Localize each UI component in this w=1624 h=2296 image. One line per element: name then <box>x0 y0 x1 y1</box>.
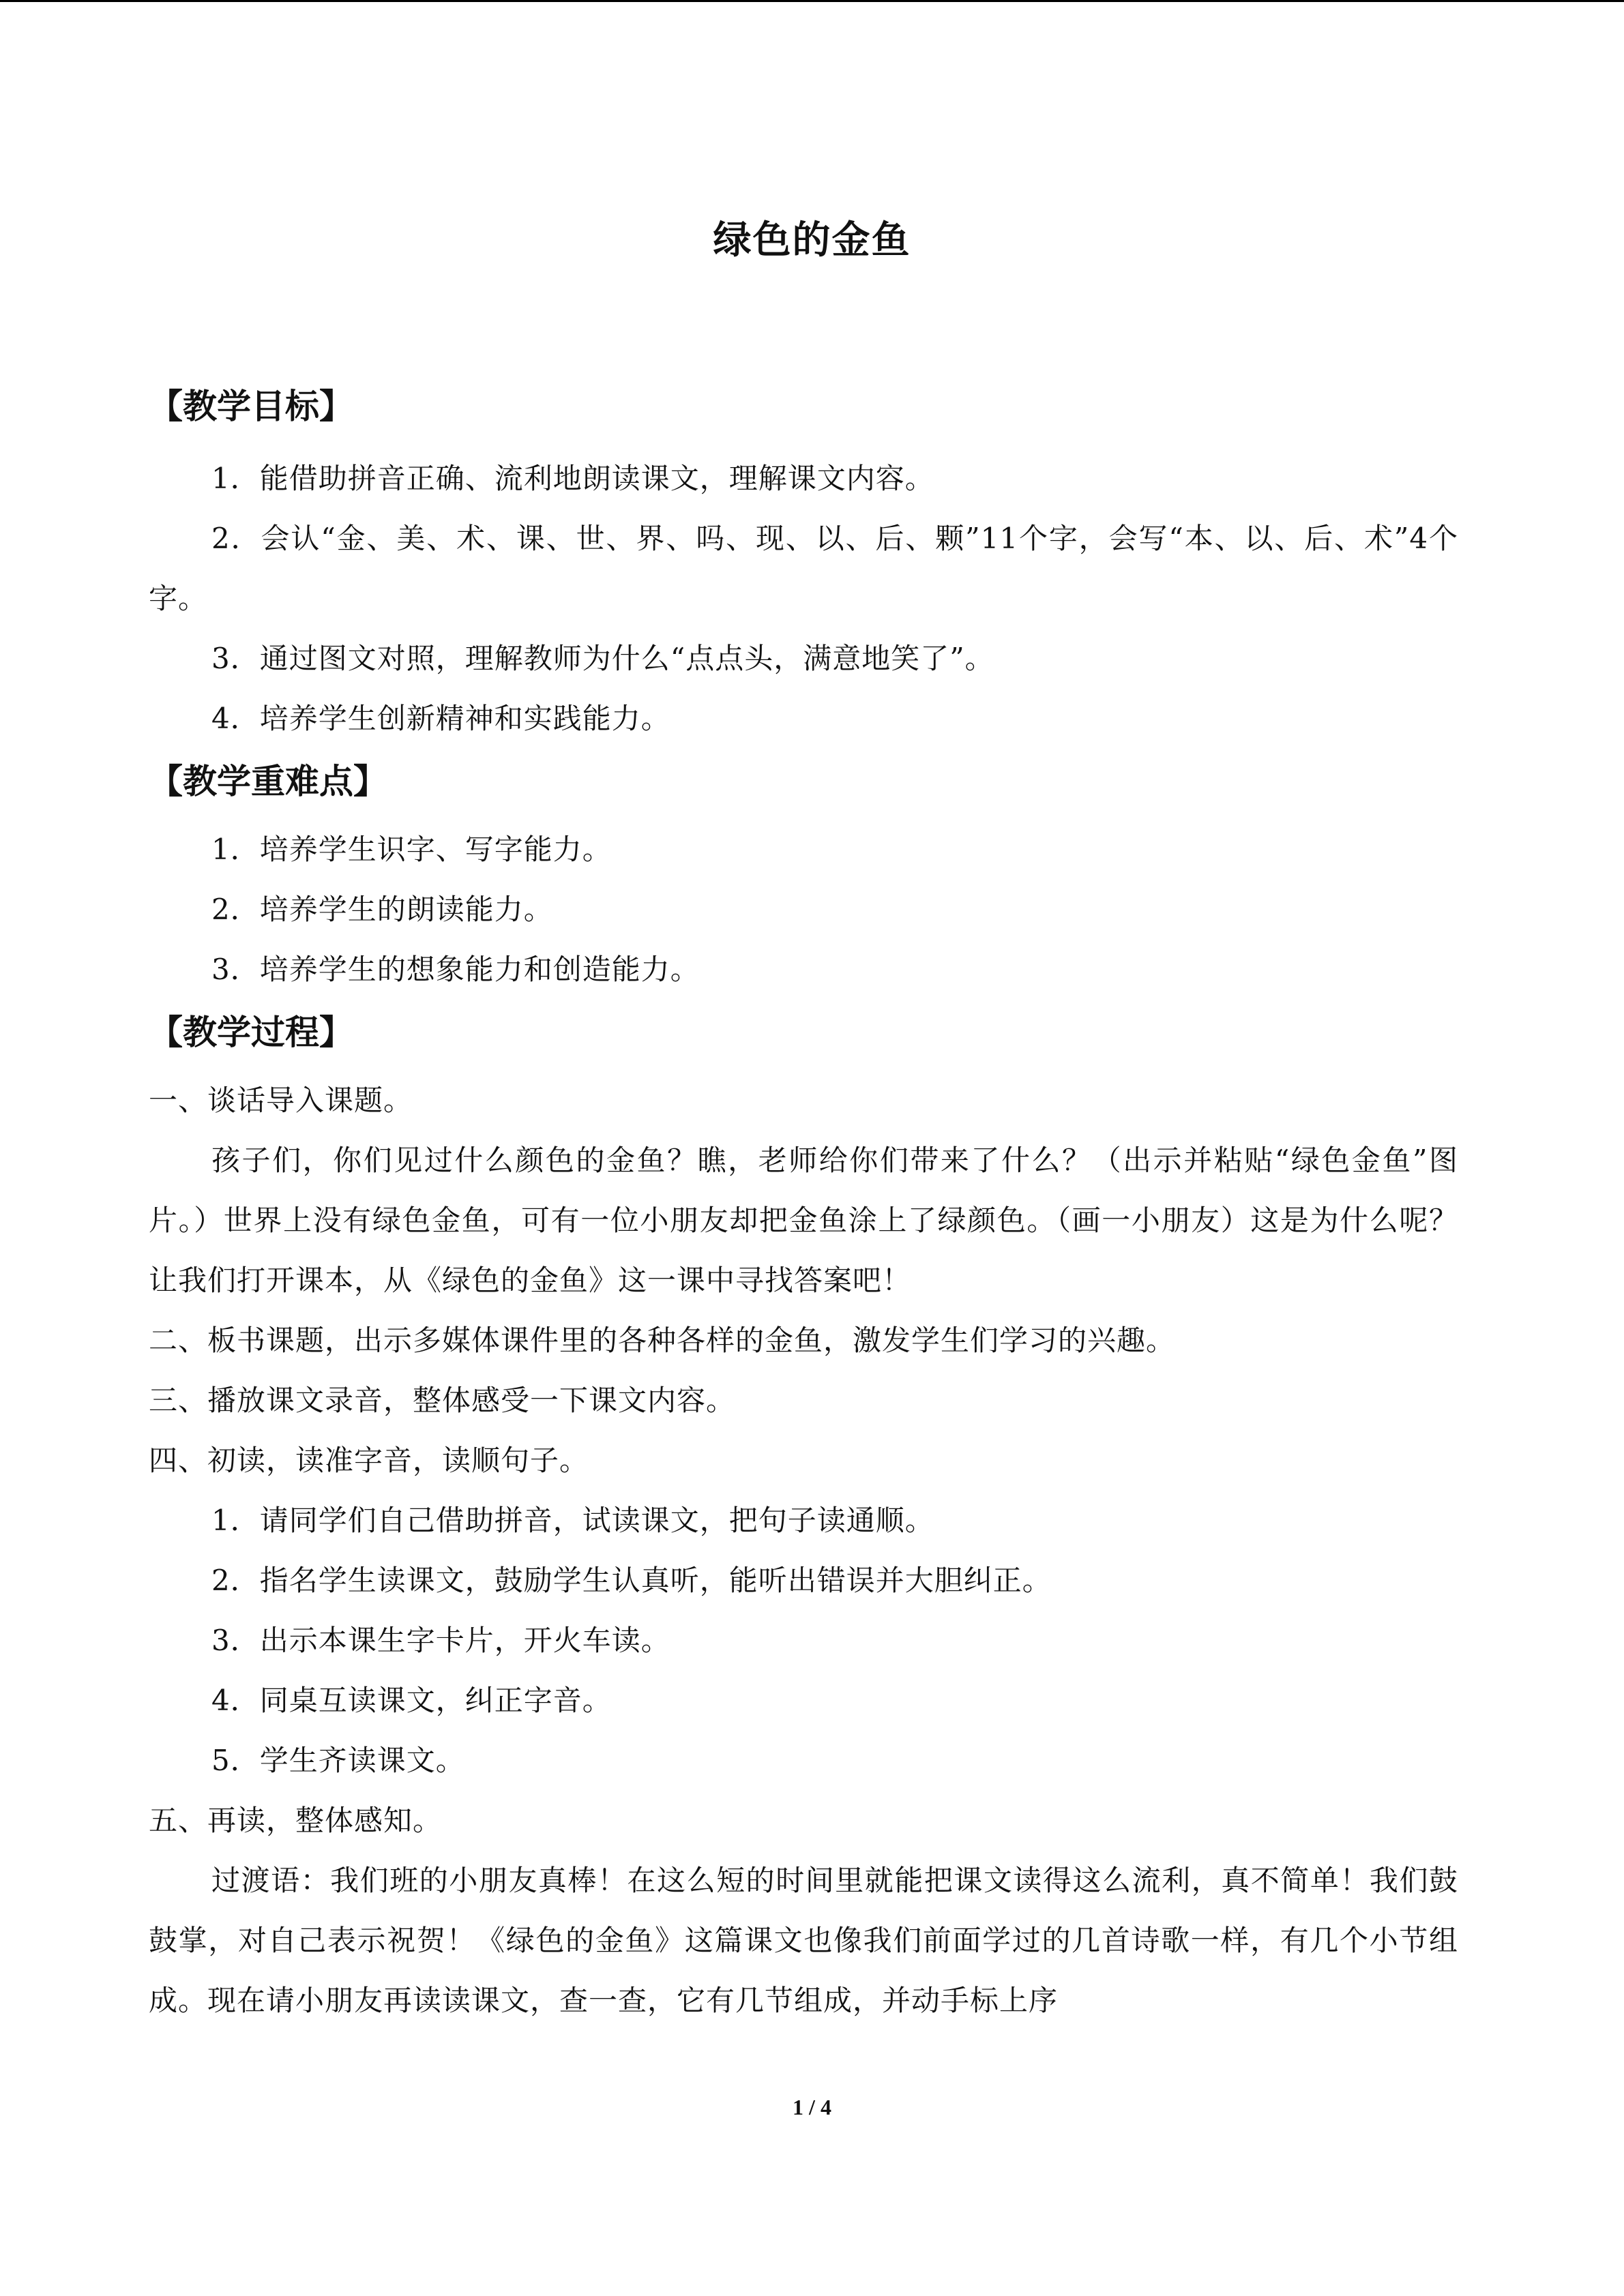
paragraph: 5．学生齐读课文。 <box>211 1744 465 1777</box>
paragraph: 2．指名学生读课文，鼓励学生认真听，能听出错误并大胆纠正。 <box>211 1564 1052 1597</box>
step-heading: 五、再读，整体感知。 <box>149 1804 443 1837</box>
paragraph: 4．培养学生创新精神和实践能力。 <box>211 702 670 735</box>
paragraph: 2．培养学生的朗读能力。 <box>211 893 553 926</box>
page-number: 1 / 4 <box>793 2095 831 2119</box>
document-body <box>149 382 1458 2031</box>
paragraph: 3．通过图文对照，理解教师为什么“点点头，满意地笑了”。 <box>211 642 994 675</box>
section-teaching-objectives <box>149 382 1458 749</box>
section-heading: 【教学目标】 <box>149 387 353 426</box>
step-heading: 三、播放课文录音，整体感受一下课文内容。 <box>149 1384 736 1417</box>
paragraph: 1．能借助拼音正确、流利地朗读课文，理解课文内容。 <box>211 462 934 495</box>
document-title: 绿色的金鱼 <box>713 218 911 263</box>
section-heading: 【教学重难点】 <box>149 762 387 801</box>
step-heading: 四、初读，读准字音，读顺句子。 <box>149 1444 589 1477</box>
section-teaching-process <box>149 1008 1458 2031</box>
paragraph: 孩子们，你们见过什么颜色的金鱼？瞧，老师给你们带来了什么？（出示并粘贴“绿色金鱼”图片。）世界上没有绿色金鱼，可有一位小朋友却把金鱼涂上了绿颜色。（画一小朋友）这是为什么呢？让我们打开课本，从《绿色的金鱼》这一课中寻找答案吧！ <box>149 1144 1458 1297</box>
section-heading: 【教学过程】 <box>149 1013 353 1052</box>
step-heading: 二、板书课题，出示多媒体课件里的各种各样的金鱼，激发学生们学习的兴趣。 <box>149 1324 1176 1357</box>
paragraph: 4．同桌互读课文，纠正字音。 <box>211 1684 612 1717</box>
paragraph: 3．培养学生的想象能力和创造能力。 <box>211 953 700 986</box>
paragraph: 3．出示本课生字卡片，开火车读。 <box>211 1624 670 1657</box>
paragraph: 1．请同学们自己借助拼音，试读课文，把句子读通顺。 <box>211 1504 934 1537</box>
paragraph: 1．培养学生识字、写字能力。 <box>211 833 612 866</box>
step-heading: 一、谈话导入课题。 <box>149 1084 413 1117</box>
paragraph: 2．会认“金、美、术、课、世、界、吗、现、以、后、颗”11个字，会写“本、以、后、术”4个字。 <box>149 522 1458 615</box>
section-key-difficulties <box>149 757 1458 1000</box>
paragraph: 过渡语：我们班的小朋友真棒！在这么短的时间里就能把课文读得这么流利，真不简单！我们鼓鼓掌，对自己表示祝贺！《绿色的金鱼》这篇课文也像我们前面学过的几首诗歌一样，有几个小节组成。现在请小朋友再读读课文，查一查，它有几节组成，并动手标上序 <box>149 1864 1458 2017</box>
